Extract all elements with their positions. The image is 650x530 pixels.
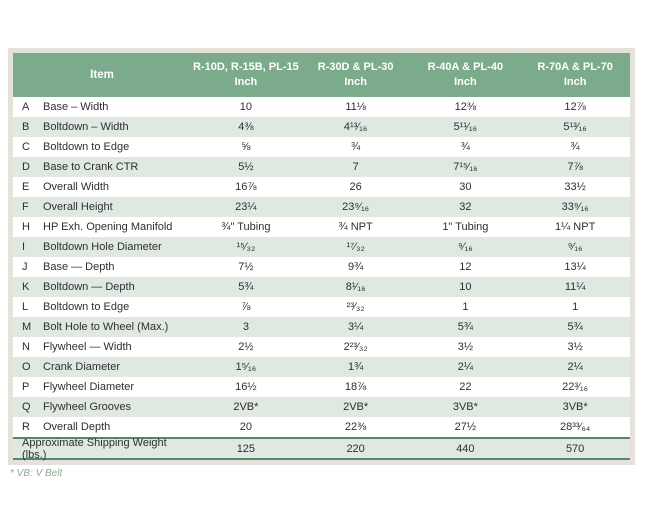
row-value: 9¾ (347, 261, 364, 273)
row-value: ¾ (351, 141, 361, 153)
row-value: ¾" Tubing (221, 221, 271, 233)
row-value: 22³⁄₁₆ (562, 381, 589, 393)
row-letter: H (22, 221, 30, 233)
row-value: 27½ (454, 421, 477, 433)
row-value: 11⅛ (345, 101, 366, 113)
footer-value: 440 (456, 442, 475, 455)
row-letter: O (22, 361, 31, 373)
row-value: ⅝ (241, 141, 251, 153)
column-header-models: R-40A & PL-40 (427, 61, 504, 73)
table-body (13, 97, 630, 437)
row-item: Overall Depth (43, 421, 111, 433)
row-letter: F (22, 201, 29, 213)
row-letter: E (22, 181, 30, 193)
row-letter: Q (22, 401, 31, 413)
shipping-weight-label: Approximate Shipping Weight (lbs.) (22, 436, 167, 461)
row-value: 22 (459, 381, 472, 393)
row-value: 1⁵⁄₁₆ (235, 361, 257, 373)
table-row (13, 377, 630, 397)
row-value: 28³³⁄₆₄ (559, 421, 591, 433)
row-letter: L (22, 301, 29, 313)
row-value: 7 (352, 161, 359, 173)
footer-value: 570 (565, 442, 585, 455)
row-value: 2²³⁄₃₂ (343, 341, 368, 353)
table-row (13, 357, 630, 377)
row-value: 10 (459, 281, 472, 293)
row-value: 7¹⁵⁄₁₆ (453, 161, 478, 173)
row-value: 5½ (238, 161, 254, 173)
row-value: 1" Tubing (442, 221, 489, 233)
table-row (13, 157, 630, 177)
row-value: ¾ (460, 141, 470, 153)
table-row (13, 397, 630, 417)
row-item: Boltdown to Edge (43, 141, 130, 153)
column-header-unit: Inch (234, 76, 258, 88)
row-letter: M (22, 321, 32, 333)
row-value: 4⅜ (238, 121, 254, 133)
row-value: 16½ (235, 381, 257, 393)
table-row (13, 337, 630, 357)
row-value: 11¼ (564, 281, 586, 293)
column-header-r30d (301, 53, 411, 97)
row-value: 12⅜ (454, 101, 477, 113)
row-item: Overall Height (43, 201, 113, 213)
column-header-r70a (520, 53, 630, 97)
row-value: 3VB* (562, 401, 588, 413)
row-item: HP Exh. Opening Manifold (43, 221, 173, 233)
row-value: 3VB* (452, 401, 478, 413)
row-value: 5¾ (238, 281, 254, 293)
row-value: 2½ (238, 341, 254, 353)
row-item: Boltdown Hole Diameter (43, 241, 162, 253)
row-value: 1¼ NPT (554, 221, 596, 233)
row-item: Flywheel Diameter (43, 381, 135, 393)
table-row (13, 197, 630, 217)
row-letter: J (22, 261, 28, 273)
row-value: 16⅞ (235, 181, 257, 193)
row-value: 2VB* (233, 401, 259, 413)
row-value: ¹⁷⁄₃₂ (346, 241, 365, 253)
row-value: ²³⁄₃₂ (346, 301, 365, 313)
row-value: ⁹⁄₁₆ (567, 241, 583, 253)
row-letter: R (22, 421, 30, 433)
row-value: 7⅞ (567, 161, 583, 173)
row-value: 3½ (567, 341, 583, 353)
item-column-header: Item (90, 69, 114, 81)
footer-value: 125 (236, 442, 256, 455)
row-value: ⅞ (241, 301, 251, 313)
row-value: 8¹⁄₁₆ (345, 281, 366, 293)
column-header-models: R-70A & PL-70 (537, 61, 613, 73)
row-value: 5¾ (567, 321, 583, 333)
row-value: 3¼ (347, 321, 364, 333)
table-row (13, 257, 630, 277)
row-value: 33½ (564, 181, 586, 193)
table-row (13, 97, 630, 117)
row-value: 5¾ (457, 321, 474, 333)
row-item: Base — Depth (43, 261, 115, 273)
row-value: ¾ NPT (338, 221, 373, 233)
row-item: Boltdown – Width (43, 121, 129, 133)
table-header-row (13, 53, 630, 97)
spec-table (8, 48, 635, 465)
column-header-models: R-30D & PL-30 (317, 61, 394, 73)
row-item: Flywheel — Width (43, 341, 132, 353)
table-row (13, 237, 630, 257)
row-value: 26 (349, 181, 362, 193)
row-value: 3 (242, 321, 249, 333)
row-value: 2¼ (567, 361, 583, 373)
row-value: ¹⁵⁄₃₂ (236, 241, 256, 253)
table-row (13, 217, 630, 237)
row-item: Overall Width (43, 181, 110, 193)
row-value: 10 (239, 101, 252, 113)
row-value: 7½ (238, 261, 254, 273)
row-value: 20 (239, 421, 252, 433)
row-letter: C (22, 141, 30, 153)
row-item: Crank Diameter (43, 361, 121, 373)
row-letter: B (22, 121, 30, 133)
row-value: 30 (459, 181, 472, 193)
row-item: Base – Width (43, 101, 109, 113)
table-row (13, 417, 630, 437)
table-row (13, 277, 630, 297)
row-value: ⁹⁄₁₆ (458, 241, 473, 253)
row-value: 1 (572, 301, 579, 313)
row-letter: D (22, 161, 30, 173)
row-letter: K (22, 281, 30, 293)
table-row (13, 297, 630, 317)
row-value: 12⅞ (564, 101, 586, 113)
table-row (13, 177, 630, 197)
row-value: 23⁹⁄₁₆ (342, 201, 370, 213)
row-value: 5¹³⁄₁₆ (563, 121, 587, 133)
row-value: ¾ (570, 141, 580, 153)
row-value: 1¾ (347, 361, 364, 373)
row-item: Boltdown — Depth (43, 281, 135, 293)
row-letter: P (22, 381, 30, 393)
row-letter: I (22, 241, 26, 253)
row-letter: N (22, 341, 30, 353)
row-value: 1 (462, 301, 469, 313)
row-value: 2¼ (457, 361, 474, 373)
row-value: 33⁹⁄₁₆ (561, 201, 589, 213)
table-row (13, 317, 630, 337)
row-item: Flywheel Grooves (43, 401, 132, 413)
column-header-unit: Inch (454, 76, 477, 88)
row-value: 5¹¹⁄₁₆ (453, 121, 478, 133)
table-row (13, 117, 630, 137)
row-value: 23¼ (235, 201, 257, 213)
row-value: 12 (459, 261, 472, 273)
row-value: 32 (459, 201, 472, 213)
row-value: 3½ (457, 341, 474, 353)
row-item: Boltdown to Edge (43, 301, 130, 313)
vbelt-footnote: * VB: V Belt (10, 468, 63, 479)
row-value: 13¼ (564, 261, 586, 273)
row-value: 2VB* (343, 401, 369, 413)
row-value: 4¹³⁄₁₆ (343, 121, 368, 133)
row-item: Base to Crank CTR (43, 161, 139, 173)
column-header-models: R-10D, R-15B, PL-15 (192, 61, 299, 73)
column-header-r40a (411, 53, 521, 97)
footer-value: 220 (346, 442, 365, 455)
row-letter: A (22, 101, 30, 113)
shipping-weight-row (13, 437, 630, 460)
table-row (13, 137, 630, 157)
row-item: Bolt Hole to Wheel (Max.) (43, 321, 169, 333)
column-header-unit: Inch (563, 76, 587, 88)
row-value: 22⅜ (344, 421, 367, 433)
column-header-unit: Inch (344, 76, 367, 88)
row-value: 18⅞ (344, 381, 367, 393)
column-header-r10d (191, 53, 301, 97)
